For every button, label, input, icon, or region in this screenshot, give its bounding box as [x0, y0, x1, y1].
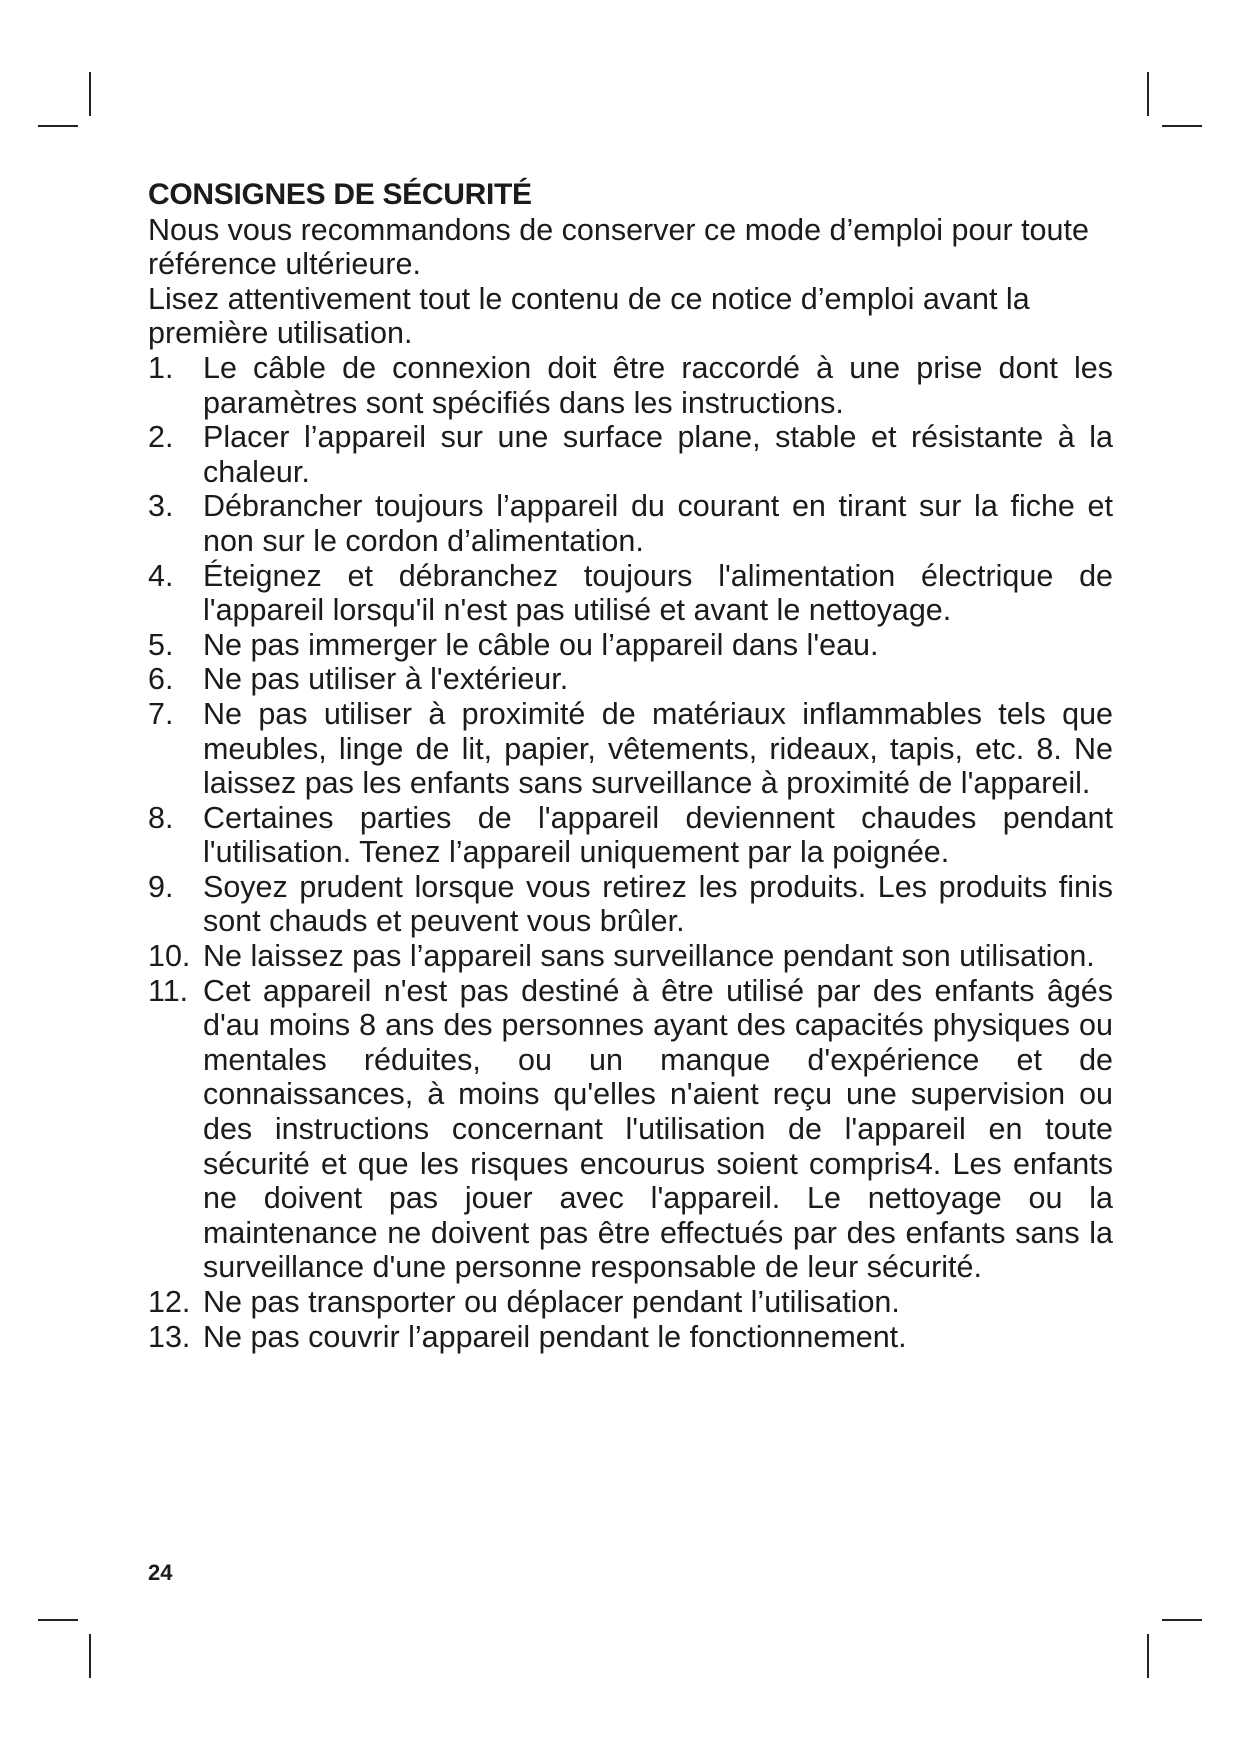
item-text: Placer l’appareil sur une surface plane, stable et résistante à la chaleur.	[203, 420, 1113, 489]
list-item	[148, 351, 1113, 420]
item-text: Le câble de connexion doit être raccordé à une prise dont les paramètres sont spécifiés dans les instructions.	[203, 350, 1113, 420]
list-item	[148, 801, 1113, 870]
intro-paragraph: Lisez attentivement tout le contenu de ce notice d’emploi avant la première utilisation.	[148, 281, 1030, 351]
item-text: Ne laissez pas l’appareil sans surveillance pendant son utilisation.	[203, 939, 1095, 974]
list-item	[148, 697, 1113, 801]
item-number: 7.	[148, 696, 174, 731]
list-item	[148, 420, 1113, 489]
item-text: Ne pas utiliser à l'extérieur.	[203, 662, 569, 697]
list-item	[148, 628, 1113, 663]
list-item	[148, 939, 1113, 974]
item-number: 5.	[148, 627, 174, 662]
safety-instructions	[148, 178, 1113, 1354]
item-text: Ne pas transporter ou déplacer pendant l’utilisation.	[203, 1285, 900, 1319]
page-number: 24	[148, 1560, 173, 1585]
crop-mark	[1162, 1619, 1202, 1621]
list-item	[148, 974, 1113, 1285]
crop-mark	[89, 72, 91, 116]
item-text: Cet appareil n'est pas destiné à être utilisé par des enfants âgés d'au moins 8 ans des personnes ayant des capacités physiques ou mentales réduites, ou un manque d'expérience et de connaissances, à moins qu'elles n'aient reçu une supervision ou des instructions concernant l'utilisation de l'appareil en toute sécurité et que les risques encourus soient compris4. Les enfants ne doivent pas jouer avec l'appareil. Le nettoyage ou la maintenance ne doivent pas être effectués par des enfants sans la surveillance d'une personne responsable de leur sécurité.	[203, 973, 1113, 1285]
list-item	[148, 559, 1113, 628]
crop-mark	[1162, 125, 1202, 127]
item-text: Ne pas utiliser à proximité de matériaux inflammables tels que meubles, linge de lit, papier, vêtements, rideaux, tapis, etc. 8. Ne laissez pas les enfants sans surveillance à proximité de l'appareil.	[203, 696, 1113, 801]
item-text: Certaines parties de l'appareil deviennent chaudes pendant l'utilisation. Tenez l’appareil uniquement par la poignée.	[203, 800, 1113, 870]
item-number: 3.	[148, 489, 174, 524]
instruction-list	[148, 351, 1113, 1354]
item-number: 13.	[148, 1319, 191, 1354]
crop-mark	[38, 1619, 78, 1621]
item-number: 9.	[148, 869, 174, 904]
list-item	[148, 1320, 1113, 1355]
item-number: 1.	[148, 350, 174, 385]
list-item	[148, 1285, 1113, 1320]
item-text: Éteignez et débranchez toujours l'alimentation électrique de l'appareil lorsqu'il n'est pas utilisé et avant le nettoyage.	[203, 558, 1113, 628]
item-text: Ne pas couvrir l’appareil pendant le fonctionnement.	[203, 1319, 907, 1354]
intro-paragraph: Nous vous recommandons de conserver ce mode d’emploi pour toute référence ultérieure.	[148, 212, 1089, 282]
item-number: 10.	[148, 939, 191, 974]
list-item	[148, 870, 1113, 939]
crop-mark	[89, 1634, 91, 1678]
item-text: Ne pas immerger le câble ou l’appareil dans l'eau.	[203, 627, 879, 662]
item-text: Soyez prudent lorsque vous retirez les produits. Les produits finis sont chauds et peuvent vous brûler.	[203, 869, 1113, 939]
list-item	[148, 489, 1113, 558]
item-number: 12.	[148, 1285, 191, 1319]
crop-mark	[1147, 1634, 1149, 1678]
item-number: 6.	[148, 662, 174, 697]
crop-mark	[38, 125, 78, 127]
item-number: 4.	[148, 558, 174, 593]
item-number: 2.	[148, 420, 174, 455]
item-number: 11.	[148, 973, 189, 1008]
list-item	[148, 662, 1113, 697]
item-number: 8.	[148, 800, 174, 835]
section-heading: CONSIGNES DE SÉCURITÉ	[148, 178, 532, 211]
item-text: Débrancher toujours l’appareil du courant en tirant sur la fiche et non sur le cordon d’alimentation.	[203, 489, 1113, 558]
crop-mark	[1147, 72, 1149, 116]
